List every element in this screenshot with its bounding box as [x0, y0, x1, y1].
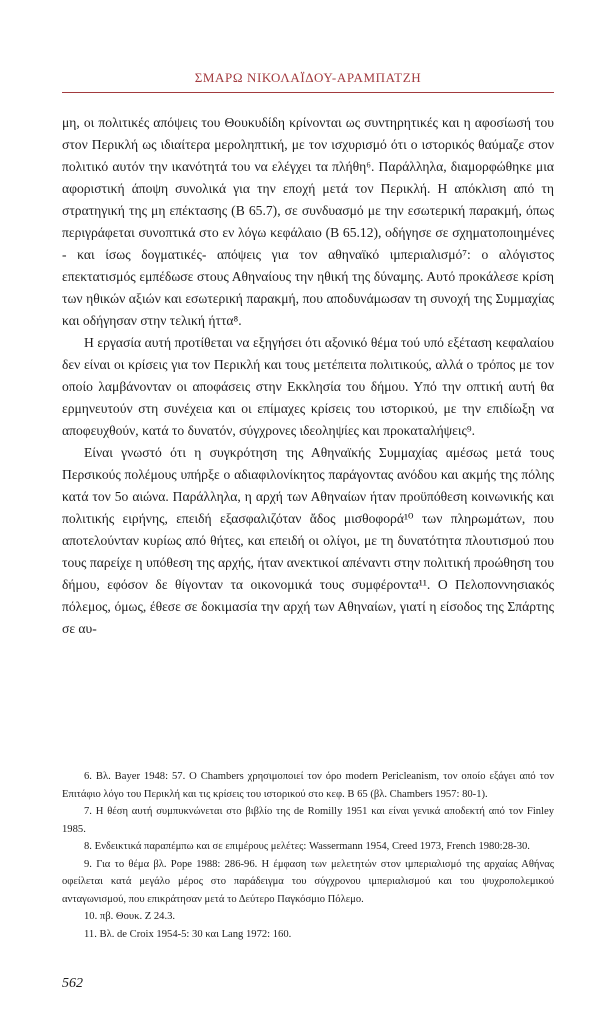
paragraph: μη, οι πολιτικές απόψεις του Θουκυδίδη κρίνονται ως συντηρητικές και η αφοσίωσή του στον Περικλή ως ιδιαίτερα μεροληπτική, με τον ισχυρισμό ότι ο ιστορικός θαύμαζε στον πολιτικό αυτόν την ικανότητά του να ελέγχει τα πλήθη⁶. Παράλληλα, διαμορφώθηκε μια αφοριστική άποψη συνολικά για την εποχή μετά τον Περικλή. Η απόκλιση από τη στρατηγική της μη επέκτασης (Β 65.7), σε συνδυασμό με την εσωτερική παρακμή, όπως περιγράφεται συνοπτικά στο εν λόγω κεφάλαιο (Β 65.12), οδήγησε σε σχηματοποιημένες - και ίσως δογματικές- απόψεις για τον αθηναϊκό ιμπεριαλισμό⁷: ο αλόγιστος επεκτατισμός εμπέδωσε στους Αθηναίους την ηθική της δύναμης. Αυτό προκάλεσε κρίση των ηθικών αξιών και εσωτερική παρακμή, που αποδυνάμωσαν τη συνοχή της Συμμαχίας και οδήγησαν στην τελική ήττα⁸. — [62, 115, 554, 328]
footnote: 7. Η θέση αυτή συμπυκνώνεται στο βιβλίο της de Romilly 1951 και είναι γενικά αποδεκτή από τον Finley 1985. — [62, 806, 554, 835]
paragraph: Είναι γνωστό ότι η συγκρότηση της Αθηναϊκής Συμμαχίας αμέσως μετά τους Περσικούς πολέμους υπήρξε ο αδιαφιλονίκητος παράγοντας ανόδου και ακμής της πόλης κατά τον 5ο αιώνα. Παράλληλα, η αρχή των Αθηναίων ήταν προϋπόθεση κοινωνικής και πολιτικής ειρήνης, επειδή εξασφαλιζόταν ἄδος μισθοφορά¹⁰ των πληρωμάτων, που αποτελούνταν κυρίως από θήτες, και επειδή οι ολίγοι, με τη δυνατότητα πλουτισμού που τους παρείχε η υπόθεση της αρχής, ήταν ανεκτικοί απέναντι στην πολιτική προώθηση του δήμου, εφόσον δε θίγονταν τα οικονομικά τους συμφέροντα¹¹. Ο Πελοποννησιακός πόλεμος, όμως, έθεσε σε δοκιμασία την αρχή των Αθηναίων, γιατί η είσοδος της Σπάρτης σε αυ- — [62, 445, 554, 636]
footnote: 11. Βλ. de Croix 1954-5: 30 και Lang 1972: 160. — [84, 928, 292, 940]
running-header: ΣΜΑΡΩ ΝΙΚΟΛΑΪΔΟΥ-ΑΡΑΜΠΑΤΖΗ — [194, 70, 422, 85]
footnote: 8. Ενδεικτικά παραπέμπω και σε επιμέρους μελέτες: Wassermann 1954, Creed 1973, French 1980:28-30. — [84, 841, 530, 852]
footnotes — [62, 768, 554, 943]
paragraph: Η εργασία αυτή προτίθεται να εξηγήσει ότι αξονικό θέμα τού υπό εξέταση κεφαλαίου δεν είναι οι κρίσεις για τον Περικλή και τους μετέπειτα πολιτικούς, αλλά ο τρόπος με τον οποίο λαμβάνονταν οι αποφάσεις στην Εκκλησία του δήμου. Υπό την οπτική αυτή θα ερμηνευτούν στη συνέχεια και οι επίμαχες κρίσεις του ιστορικού, με την επιδίωξη να αποφευχθούν, κατά το δυνατόν, σύγχρονες ιδεοληψίες και προκαταλήψεις⁹. — [62, 335, 554, 438]
footnote: 9. Για το θέμα βλ. Pope 1988: 286-96. Η έμφαση των μελετητών στον ιμπεριαλισμό της αρχαίας Αθήνας οφείλεται κατά μεγάλο μέρος στο παράδειγμα του σύγχρονου ιμπεριαλισμού και του ψυχροπολεμικού ανταγωνισμού, που επικράτησαν μετά το Δεύτερο Παγκόσμιο Πόλεμο. — [62, 858, 554, 905]
header-rule — [62, 92, 554, 93]
footnote: 6. Βλ. Bayer 1948: 57. O Chambers χρησιμοποιεί τον όρο modern Pericleanism, τον οποίο εξάγει από τον Επιτάφιο λόγο του Περικλή και τις κρίσεις του ιστορικού στο κεφ. Β 65 (βλ. Chambers 1957: 80-1). — [62, 771, 554, 800]
footnote: 10. πβ. Θουκ. Ζ 24.3. — [84, 911, 176, 922]
page-number: 562 — [62, 976, 83, 991]
main-text — [62, 112, 554, 640]
